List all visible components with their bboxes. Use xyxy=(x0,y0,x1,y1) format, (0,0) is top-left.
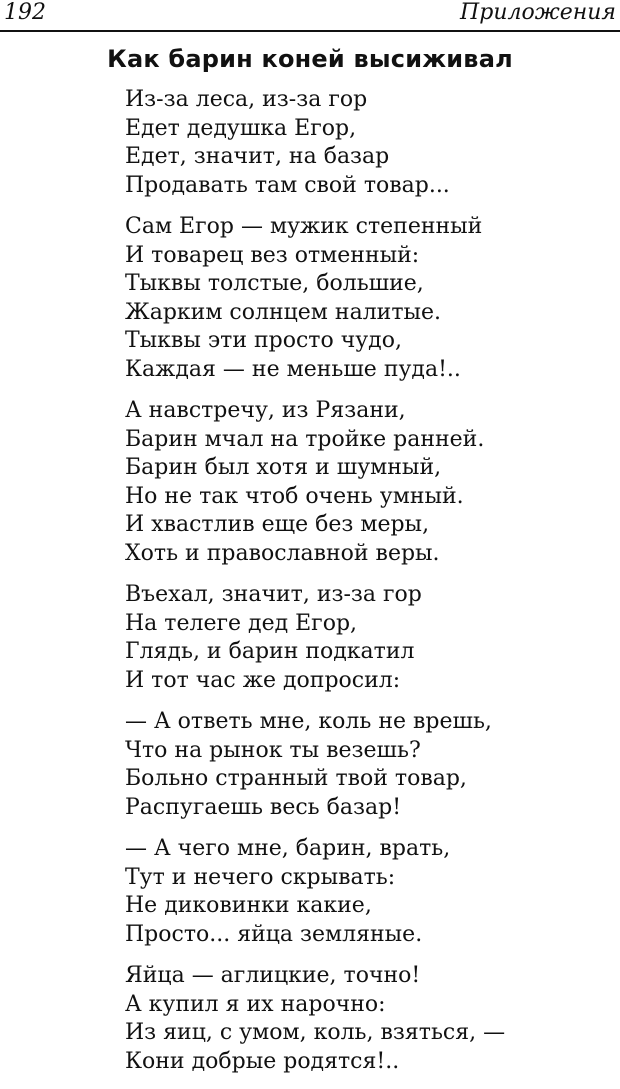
running-head xyxy=(4,0,616,30)
poem-line: Сам Егор — мужик степенный xyxy=(125,214,483,239)
poem-line: А навстречу, из Рязани, xyxy=(125,398,406,423)
poem-line: Просто... яйца земляные. xyxy=(125,921,423,947)
poem-line: Барин был хотя и шумный, xyxy=(125,455,442,480)
poem-line: Больно странный твой товар, xyxy=(125,766,467,791)
poem-line: Распугаешь весь базар! xyxy=(125,794,402,820)
header-rule xyxy=(0,30,620,32)
poem-line: Из-за леса, из-за гор xyxy=(125,87,368,112)
poem-line: Кони добрые родятся!.. xyxy=(125,1048,400,1074)
stanza xyxy=(125,962,605,1076)
stanza xyxy=(125,835,605,949)
section-title: Приложения xyxy=(460,0,616,25)
poem-line: А купил я их нарочно: xyxy=(125,991,386,1017)
poem-title: Как барин коней высиживал xyxy=(107,45,513,73)
poem-line: И хвастлив еще без меры, xyxy=(125,512,430,537)
poem-line: И тот час же допросил: xyxy=(125,667,401,693)
poem-line: Едет, значит, на базар xyxy=(125,144,390,169)
stanza xyxy=(125,581,605,695)
poem-line: И товарец вез отменный: xyxy=(125,242,420,268)
poem-line: Яйца — аглицкие, точно! xyxy=(125,963,421,988)
poem-line: Тыквы эти просто чудо, xyxy=(125,328,402,353)
poem-line: Что на рынок ты везешь? xyxy=(125,737,421,763)
poem-body xyxy=(125,86,605,1089)
poem-line: Из яиц, с умом, коль, взяться, — xyxy=(125,1020,506,1045)
poem-line: Жарким солнцем налитые. xyxy=(125,299,442,325)
stanza xyxy=(125,708,605,822)
poem-line: Каждая — не меньше пуда!.. xyxy=(125,356,461,382)
poem-line: — А ответь мне, коль не врешь, xyxy=(125,709,492,734)
poem-line: На телеге дед Егор, xyxy=(125,610,358,636)
poem-line: — А чего мне, барин, врать, xyxy=(125,836,451,861)
poem-line: Тут и нечего скрывать: xyxy=(125,864,396,890)
stanza xyxy=(125,213,605,384)
poem-line: Барин мчал на тройке ранней. xyxy=(125,426,485,452)
stanza xyxy=(125,86,605,200)
poem-line: Въехал, значит, из-за гор xyxy=(125,582,422,607)
poem-line: Тыквы толстые, большие, xyxy=(125,271,424,296)
poem-line: Хоть и православной веры. xyxy=(125,540,440,566)
poem-line: Продавать там свой товар... xyxy=(125,172,450,198)
poem-line: Едет дедушка Егор, xyxy=(125,115,357,141)
poem-line: Глядь, и барин подкатил xyxy=(125,639,415,664)
poem-line: Но не так чтоб очень умный. xyxy=(125,483,464,509)
poem-line: Не диковинки какие, xyxy=(125,893,372,918)
stanza xyxy=(125,397,605,568)
page-number: 192 xyxy=(4,0,46,25)
